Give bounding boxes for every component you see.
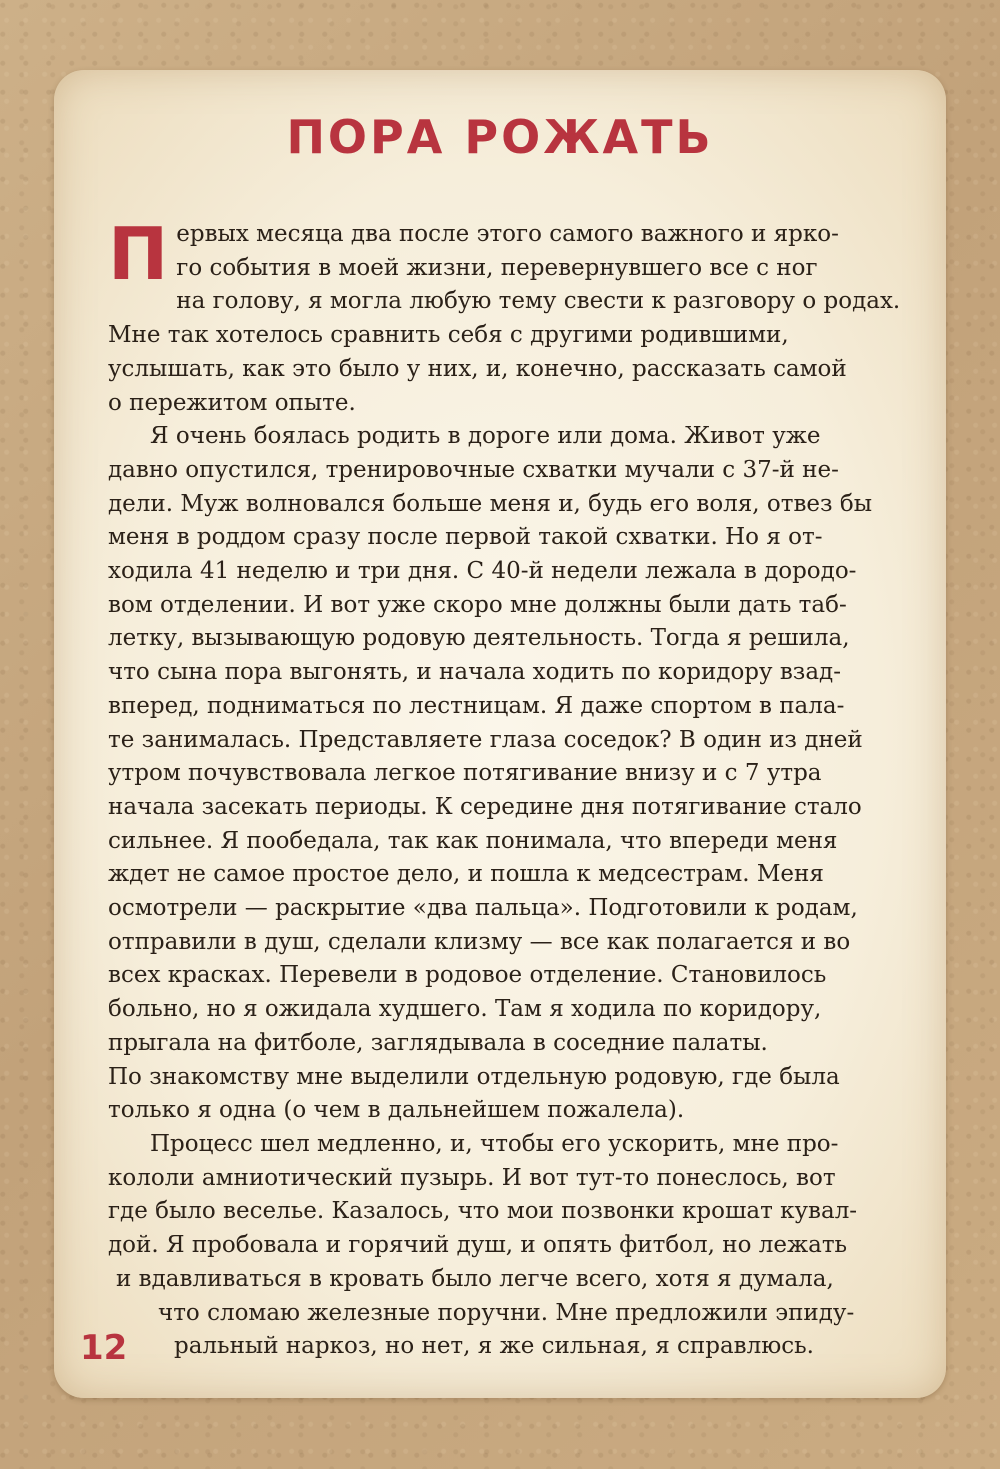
text-line: кололи амниотический пузырь. И вот тут-то понеслось, вот <box>108 1164 836 1191</box>
text-line: давно опустился, тренировочные схватки мучали с 37-й не- <box>108 456 839 483</box>
text-line: дели. Муж волновался больше меня и, будь его воля, отвез бы <box>108 490 873 517</box>
text-line: вперед, подниматься по лестницам. Я даже спортом в пала- <box>108 692 845 719</box>
text-line: только я одна (о чем в дальнейшем пожалела). <box>108 1097 685 1124</box>
text-line: на голову, я могла любую тему свести к разговору о родах. <box>176 288 901 315</box>
text-line: го события в моей жизни, перевернувшего все с ног <box>176 254 818 281</box>
text-line: осмотрели — раскрытие «два пальца». Подготовили к родам, <box>108 895 858 922</box>
drop-cap: П <box>108 212 169 296</box>
paragraph-1 <box>108 212 901 420</box>
text-line: дой. Я пробовала и горячий душ, и опять фитбол, но лежать <box>108 1232 848 1259</box>
text-line: ервых месяца два после этого самого важного и ярко- <box>176 221 839 247</box>
text-line: что сломаю железные поручни. Мне предложили эпиду- <box>158 1299 855 1326</box>
text-line: ходила 41 неделю и три дня. С 40-й недели лежала в дородо- <box>108 558 857 585</box>
text-line: прыгала на фитболе, заглядывала в соседние палаты. <box>108 1029 768 1056</box>
text-line: и вдавливаться в кровать было легче всего, хотя я думала, <box>116 1265 834 1292</box>
text-line: где было веселье. Казалось, что мои позвонки крошат кувал- <box>108 1198 858 1225</box>
text-line: отправили в душ, сделали клизму — все как полагается и во <box>108 928 851 955</box>
page-number: 12 <box>80 1328 128 1368</box>
text-line: вом отделении. И вот уже скоро мне должны были дать таб- <box>108 591 847 618</box>
paragraph-2 <box>108 420 894 1128</box>
body-text <box>108 212 901 1364</box>
text-line: начала засекать периоды. К середине дня потягивание стало <box>108 793 862 820</box>
text-line: Мне так хотелось сравнить себя с другими родившими, <box>108 322 789 349</box>
text-line: Процесс шел медленно, и, чтобы его ускорить, мне про- <box>150 1130 839 1157</box>
text-line: меня в роддом сразу после первой такой схватки. Но я от- <box>108 524 823 551</box>
text-line: ральный наркоз, но нет, я же сильная, я справлюсь. <box>174 1333 814 1360</box>
text-line: услышать, как это было у них, и, конечно, рассказать самой <box>108 355 847 382</box>
text-line: о пережитом опыте. <box>108 389 356 416</box>
text-line: что сына пора выгонять, и начала ходить по коридору взад- <box>108 659 841 686</box>
text-line: летку, вызывающую родовую деятельность. Тогда я решила, <box>108 625 850 652</box>
text-line: сильнее. Я пообедала, так как понимала, что впереди меня <box>108 827 838 854</box>
text-line: больно, но я ожидала худшего. Там я ходила по коридору, <box>108 996 822 1023</box>
text-line: По знакомству мне выделили отдельную родовую, где была <box>108 1063 840 1090</box>
text-line: утром почувствовала легкое потягивание внизу и с 7 утра <box>108 760 822 787</box>
text-line: те занималась. Представляете глаза соседок? В один из дней <box>108 726 863 753</box>
paragraph-3 <box>108 1128 894 1364</box>
text-line: Я очень боялась родить в дороге или дома. Живот уже <box>150 423 821 450</box>
page-title: ПОРА РОЖАТЬ <box>286 110 714 164</box>
text-line: ждет не самое простое дело, и пошла к медсестрам. Меня <box>108 861 824 888</box>
text-line: всех красках. Перевели в родовое отделение. Становилось <box>108 962 827 989</box>
